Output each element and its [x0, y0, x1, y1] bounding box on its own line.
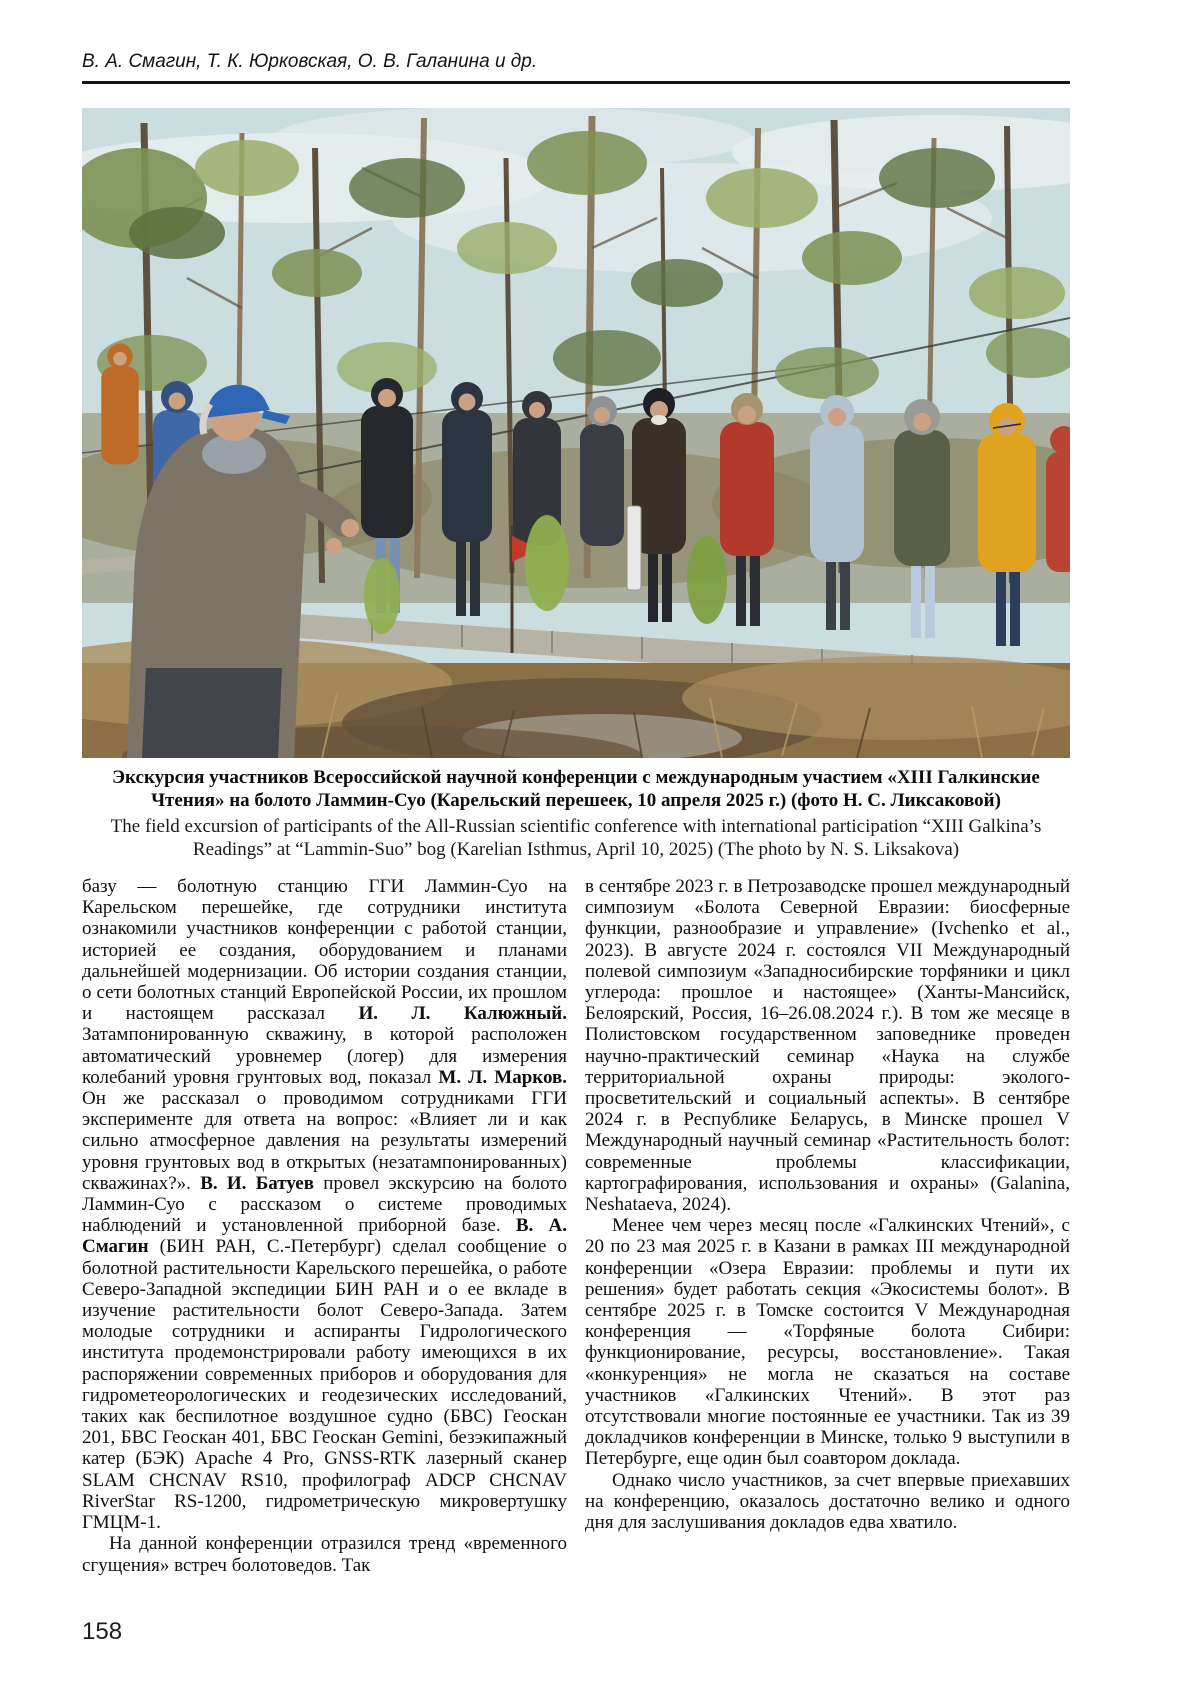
figure — [82, 108, 1070, 861]
running-head: В. А. Смагин, Т. К. Юрковская, О. В. Галанина и др. — [82, 51, 538, 72]
text-run: Затампонированную скважину, в которой расположен автоматический уровнемер (логер) для измерения колебаний уровня грунтовых вод, показал — [82, 1024, 567, 1088]
person-name-bold: В. А. Смагин — [82, 1215, 567, 1258]
header-rule — [82, 81, 1070, 84]
person-name-bold: В. И. Батуев — [200, 1172, 314, 1194]
text-run: Менее чем через месяц после «Галкинских Чтений», с 20 по 23 мая 2025 г. в Казани в рамках III международной конференции «Озера Евразии: проблемы и пути их решения» будет работать секция «Экосистемы болот». В сентябре 2025 г. в Томске состоится V Международная конференция — «Торфяные болота Сибири: функционирование, ресурсы, восстановление». Такая «конкуренция» не могла не сказаться на составе участников «Галкинских Чтений». В этот раз отсутствовали многие постоянные ее участники. Так из 39 докладчиков конференции в Минске, только 9 выступили в Петербурге, еще один был соавтором доклада. — [585, 1215, 1070, 1470]
text-run: Однако число участников, за счет впервые приехавших на конференцию, оказалось достаточно велико и одного дня для заслушивания докладов едва хватило. — [585, 1469, 1070, 1534]
paragraph — [585, 876, 1070, 1215]
column-right — [585, 876, 1070, 1576]
field-photo — [82, 108, 1070, 758]
person-name-bold: И. Л. Калюжный. — [358, 1003, 567, 1025]
text-run: (БИН РАН, С.-Петербург) сделал сообщение о болотной растительности Карельского перешейка, о работе Северо-Западной экспедиции БИН РАН и о ее вкладе в изучение растительности болот Северо-Запада. Затем молодые сотрудники и аспиранты Гидрологического института продемонстрировали работу имеющихся в их распоряжении современных приборов и оборудования для гидрометеорологических и геодезических исследований, таких как беспилотное воздушное судно (БВС) Геоскан 201, БВС Геоскан 401, БВС Геоскан Gemini, безэкипажный катер (БЭК) Apache 4 Pro, GNSS-RTK лазерный сканер SLAM CHCNAV RS10, профилограф ADCP CHCNAV RiverStar RS-1200, гидрометрическую микровертушку ГМЦМ-1. — [82, 1236, 567, 1534]
article-body — [82, 876, 1070, 1576]
paragraph — [82, 876, 567, 1533]
figure-caption-ru: Экскурсия участников Всероссийской научной конференции с международным участием «XIII Галкинские Чтения» на болото Ламмин-Суо (Карельский перешеек, 10 апреля 2025 г.) (фото Н. С. Ликсаковой) — [112, 767, 1040, 811]
text-run: На данной конференции отразился тренд «временного сгущения» встреч болотоведов. Так — [82, 1533, 567, 1576]
figure-caption — [82, 766, 1070, 861]
field-photo-illustration — [82, 108, 1070, 758]
column-left — [82, 876, 567, 1576]
paragraph — [585, 1215, 1070, 1469]
text-run: базу — болотную станцию ГГИ Ламмин-Суо на Карельском перешейке, где сотрудники института ознакомили участников конференции с работой станции, историей ее создания, оборудованием и планами дальнейшей модернизации. Об истории создания станции, о сети болотных станций Европейской России, их прошлом и настоящем рассказал — [82, 876, 567, 1025]
figure-block — [82, 108, 1070, 861]
figure-caption-en: The field excursion of participants of the All-Russian scientific conference with international participation “XIII Galkina’s Readings” at “Lammin-Suo” bog (Karelian Isthmus, April 10, 2025) (The photo by N. S. Liksakova) — [110, 816, 1042, 860]
page-number: 158 — [82, 1618, 123, 1645]
paragraph — [82, 1533, 567, 1575]
person-name-bold: М. Л. Марков. — [438, 1066, 567, 1088]
page-header — [82, 50, 1070, 84]
text-run: в сентябре 2023 г. в Петрозаводске прошел международный симпозиум «Болота Северной Евразии: биосферные функции, разнообразие и управление» (Ivchenko et al., 2023). В августе 2024 г. состоялся VII Международный полевой симпозиум «Западносибирские торфяники и цикл углерода: прошлое и настоящее» (Ханты-Мансийск, Белоярский, Россия, 16–26.08.2024 г.). В том же месяце в Полистовском государственном заповеднике проведен научно-практический семинар «Наука на службе территориальной охраны природы: эколого-просветительский и социальный аспекты». В сентябре 2024 г. в Республике Беларусь, в Минске прошел V Международный научный семинар «Растительность болот: современные проблемы классификации, картографирования, использования и охраны» (Galanina, Neshataeva, 2024). — [585, 876, 1070, 1216]
text-run: провел экскурсию на болото Ламмин-Суо с рассказом о системе проводимых наблюдений и установленной приборной базе. — [82, 1172, 567, 1237]
monitoring-well — [627, 506, 641, 590]
text-run: Он же рассказал о проводимом сотрудниками ГГИ эксперименте для ответа на вопрос: «Влияет ли и как сильно атмосферное давления на результаты измерений уровня грунтовых вод в открытых (незатампонированных) скважинах?». — [82, 1088, 567, 1194]
paragraph — [585, 1470, 1070, 1534]
